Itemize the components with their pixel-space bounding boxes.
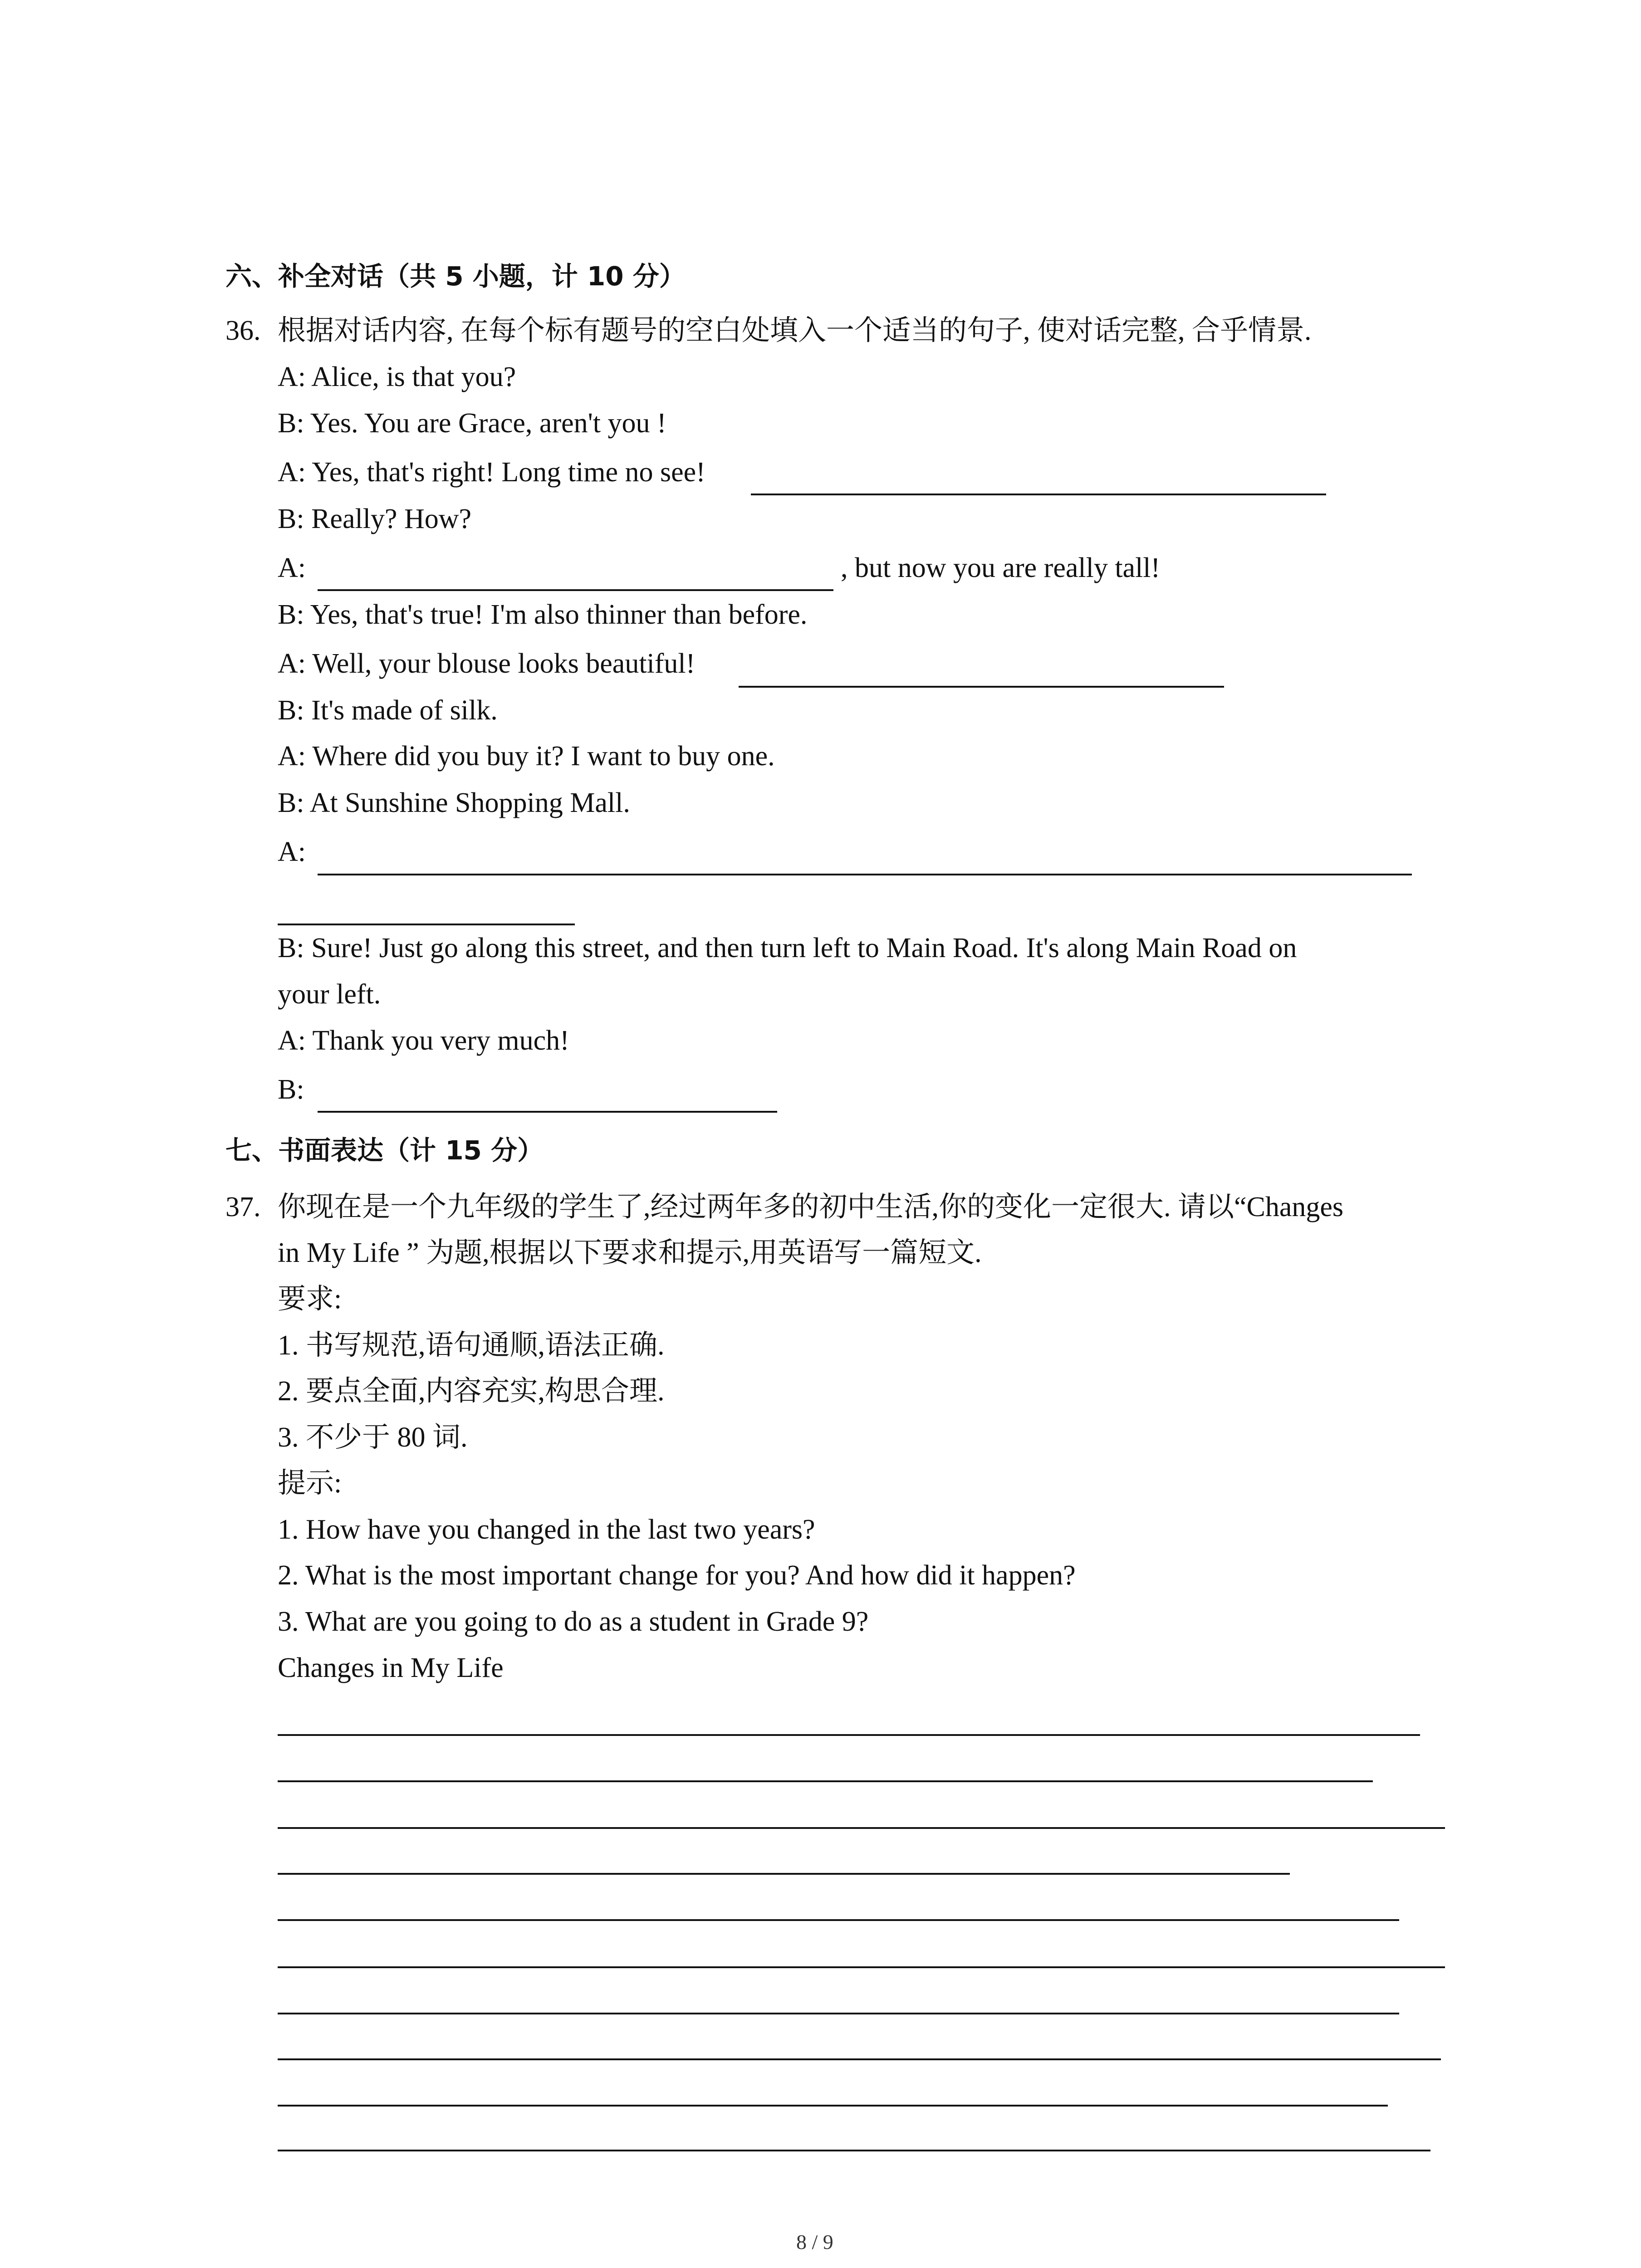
writing-line[interactable] [278, 2105, 1388, 2107]
writing-line[interactable] [278, 2013, 1399, 2014]
writing-line[interactable] [278, 1827, 1445, 1829]
section7-title: 七、书面表达（计 15 分） [225, 1135, 544, 1166]
q37-number: 37. [225, 1192, 261, 1222]
writing-line[interactable] [278, 1780, 1373, 1782]
dialog-line: B: Yes. You are Grace, aren't you ! [278, 408, 666, 439]
requirement-item: 1. 书写规范,语句通顺,语法正确. [278, 1330, 665, 1361]
writing-line[interactable] [278, 1873, 1290, 1875]
dialog-line: A: Alice, is that you? [278, 362, 516, 392]
section6-title: 六、补全对话（共 5 小题，计 10 分） [225, 261, 686, 292]
dialog-line: B: Really? How? [278, 503, 472, 534]
dialog-line: B: At Sunshine Shopping Mall. [278, 787, 630, 818]
answer-blank-1[interactable] [751, 494, 1326, 495]
dialog-line: A: [278, 836, 306, 867]
q36-number: 36. [225, 315, 261, 346]
q37-prompt-line1: 你现在是一个九年级的学生了,经过两年多的初中生活,你的变化一定很大. 请以“Changes [278, 1192, 1344, 1222]
writing-line[interactable] [278, 2058, 1441, 2060]
hint-item: 3. What are you going to do as a student in Grade 9? [278, 1606, 869, 1637]
q37-prompt-line2: in My Life ” 为题,根据以下要求和提示,用英语写一篇短文. [278, 1237, 982, 1268]
dialog-line: A: [278, 552, 306, 583]
hint-item: 1. How have you changed in the last two years? [278, 1514, 815, 1545]
dialog-line: A: Yes, that's right! Long time no see! [278, 457, 705, 488]
page-number: 8 / 9 [796, 2230, 833, 2253]
writing-line[interactable] [278, 2150, 1430, 2151]
answer-blank-2[interactable] [318, 589, 833, 591]
answer-blank-3[interactable] [739, 686, 1224, 688]
dialog-line: B: Yes, that's true! I'm also thinner than before. [278, 599, 808, 630]
essay-title: Changes in My Life [278, 1652, 504, 1683]
answer-blank-4a[interactable] [318, 874, 1412, 875]
q36-prompt: 根据对话内容, 在每个标有题号的空白处填入一个适当的句子, 使对话完整, 合乎情景. [278, 315, 1312, 346]
hints-label: 提示: [278, 1468, 342, 1499]
writing-line[interactable] [278, 1734, 1420, 1736]
answer-blank-5[interactable] [318, 1111, 777, 1113]
requirements-label: 要求: [278, 1284, 342, 1315]
dialog-line: A: Well, your blouse looks beautiful! [278, 648, 696, 679]
requirement-item: 2. 要点全面,内容充实,构思合理. [278, 1376, 665, 1407]
writing-line[interactable] [278, 1966, 1445, 1968]
dialog-line: B: Sure! Just go along this street, and then turn left to Main Road. It's along Main Road on [278, 933, 1297, 963]
answer-blank-4b[interactable] [278, 924, 575, 925]
hint-item: 2. What is the most important change for you? And how did it happen? [278, 1560, 1076, 1591]
dialog-line: , but now you are really tall! [841, 552, 1161, 583]
dialog-line: your left. [278, 979, 381, 1010]
writing-line[interactable] [278, 1919, 1399, 1921]
dialog-line: A: Where did you buy it? I want to buy one. [278, 741, 775, 772]
dialog-line: B: It's made of silk. [278, 695, 498, 726]
requirement-item: 3. 不少于 80 词. [278, 1422, 468, 1453]
dialog-line: B: [278, 1074, 304, 1105]
dialog-line: A: Thank you very much! [278, 1025, 569, 1056]
